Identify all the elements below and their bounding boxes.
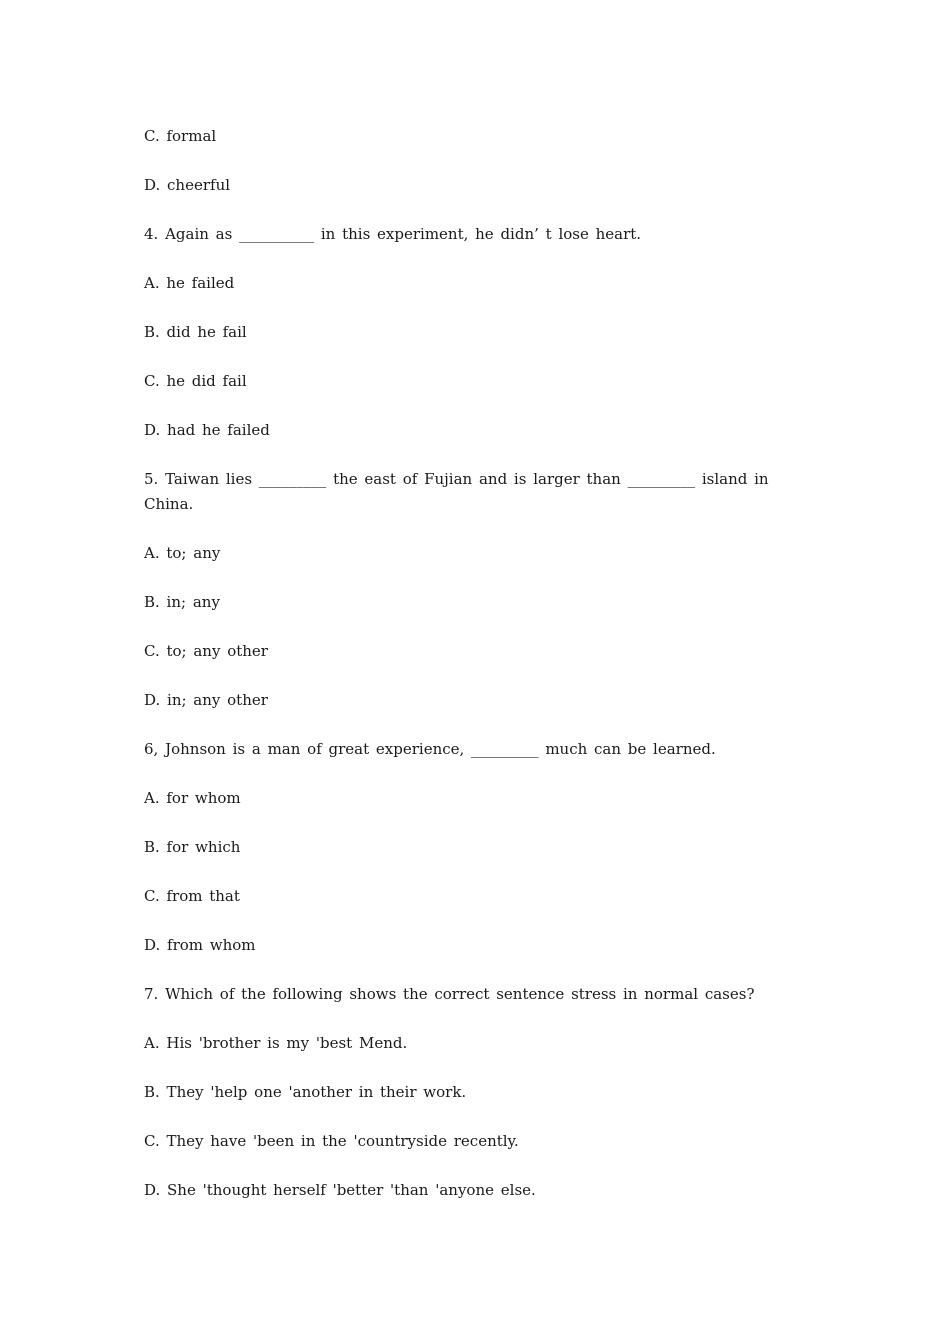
option-item: B. for which (144, 838, 241, 856)
option-item: A. he failed (144, 274, 235, 292)
option-item: D. She 'thought herself 'better 'than 'anyone else. (144, 1181, 536, 1199)
option-item: B. They 'help one 'another in their work. (144, 1083, 467, 1101)
option-item: C. to; any other (144, 642, 268, 660)
option-item: A. to; any (144, 544, 221, 562)
option-item: C. formal (144, 127, 217, 145)
option-item: C. he did fail (144, 372, 247, 390)
option-item: D. from whom (144, 936, 256, 954)
question-4-stem: 4. Again as __________ in this experiment, he didn’ t lose heart. (144, 225, 642, 243)
option-item: D. in; any other (144, 691, 268, 709)
option-item: A. His 'brother is my 'best Mend. (144, 1034, 408, 1052)
option-item: B. did he fail (144, 323, 247, 341)
option-item: D. had he failed (144, 421, 270, 439)
question-5-stem: 5. Taiwan lies _________ the east of Fujian and is larger than _________ island in China. (144, 470, 776, 513)
option-item: C. from that (144, 887, 240, 905)
option-item: A. for whom (144, 789, 241, 807)
question-6-stem: 6, Johnson is a man of great experience, _________ much can be learned. (144, 740, 716, 758)
question-7-stem: 7. Which of the following shows the correct sentence stress in normal cases? (144, 985, 755, 1003)
option-item: D. cheerful (144, 176, 231, 194)
document-body (144, 124, 812, 1227)
option-item: C. They have 'been in the 'countryside recently. (144, 1132, 519, 1150)
option-item: B. in; any (144, 593, 220, 611)
